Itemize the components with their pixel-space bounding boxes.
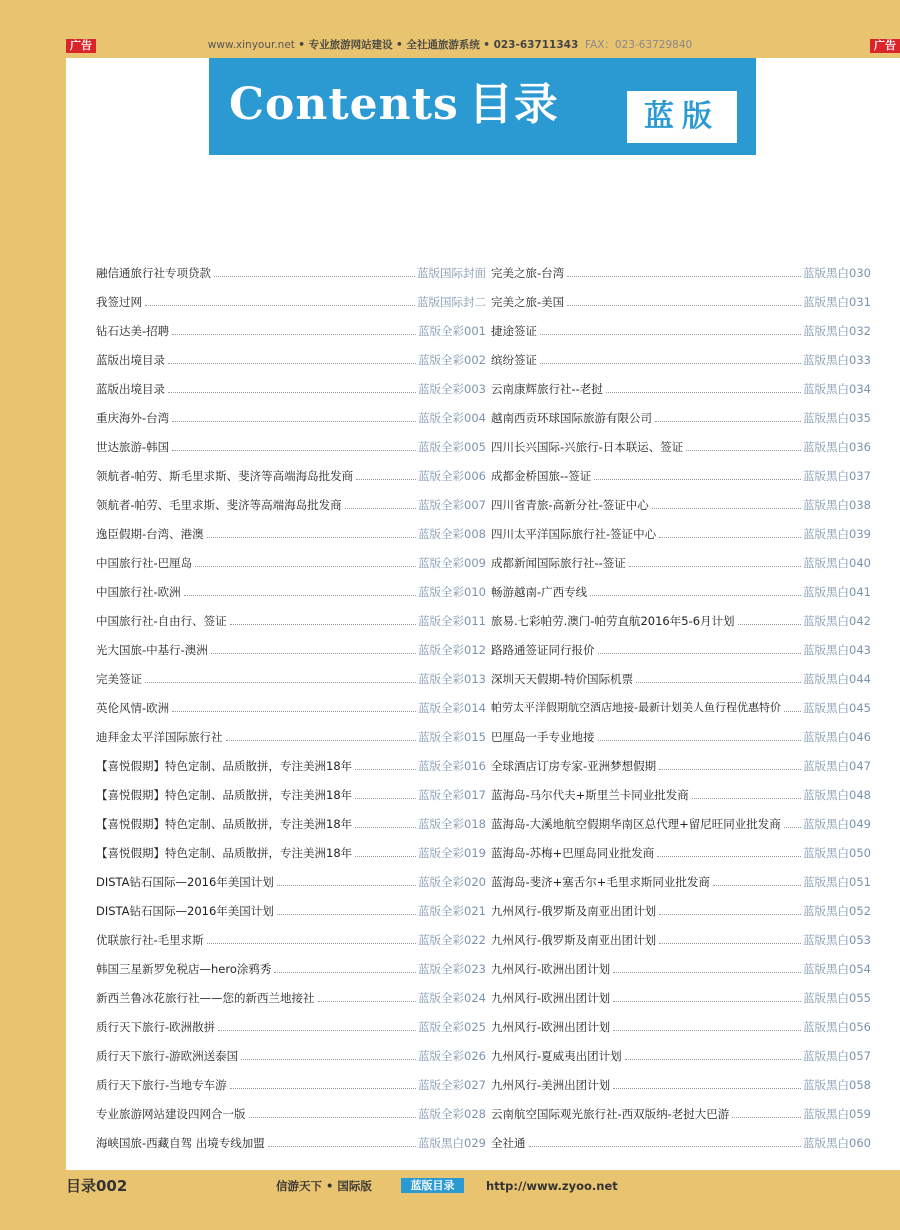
toc-dot-leader bbox=[732, 1117, 801, 1118]
toc-entry-title: 中国旅行社-欧洲 bbox=[96, 585, 181, 599]
toc-entry[interactable] bbox=[96, 613, 486, 629]
toc-entry-title: 蓝海岛-斐济+塞舌尔+毛里求斯同业批发商 bbox=[491, 875, 710, 889]
toc-dot-leader bbox=[784, 827, 801, 828]
toc-entry-title: 领航者-帕劳、毛里求斯、斐济等高端海岛批发商 bbox=[96, 498, 342, 512]
toc-entry-page: 蓝版全彩015 bbox=[418, 730, 486, 744]
toc-entry-title: 成都金桥国旅--签证 bbox=[491, 469, 592, 483]
toc-entry-title: 新西兰鲁冰花旅行社——您的新西兰地接社 bbox=[96, 991, 315, 1005]
toc-dot-leader bbox=[318, 1001, 417, 1002]
toc-dot-leader bbox=[655, 421, 801, 422]
toc-entry-page: 蓝版黑白031 bbox=[803, 295, 871, 309]
toc-dot-leader bbox=[355, 769, 416, 770]
toc-entry-title: 质行天下旅行-欧洲散拼 bbox=[96, 1020, 216, 1034]
toc-entry-title: 融信通旅行社专项贷款 bbox=[96, 266, 211, 280]
toc-entry[interactable] bbox=[491, 323, 871, 339]
toc-entry[interactable] bbox=[491, 671, 871, 687]
toc-entry-title: 质行天下旅行-游欧洲送泰国 bbox=[96, 1049, 239, 1063]
toc-dot-leader bbox=[249, 1117, 417, 1118]
toc-entry[interactable] bbox=[491, 613, 871, 629]
toc-entry-page: 蓝版国际封面 bbox=[417, 266, 486, 280]
toc-dot-leader bbox=[657, 856, 801, 857]
toc-entry-page: 蓝版全彩022 bbox=[418, 933, 486, 947]
toc-dot-leader bbox=[692, 798, 801, 799]
toc-dot-leader bbox=[226, 740, 417, 741]
toc-entry[interactable] bbox=[491, 758, 871, 774]
toc-entry[interactable] bbox=[491, 468, 871, 484]
toc-dot-leader bbox=[172, 334, 416, 335]
header-fax: FAX：023-63729840 bbox=[584, 39, 693, 51]
toc-entry-page: 蓝版全彩011 bbox=[418, 614, 486, 628]
toc-entry-page: 蓝版黑白044 bbox=[803, 672, 871, 686]
banner-title-cn: 目录 bbox=[468, 79, 559, 130]
header-site[interactable]: www.xinyour.net bbox=[207, 39, 295, 51]
toc-entry-title: DISTA钻石国际—2016年美国计划 bbox=[96, 875, 274, 889]
toc-entry[interactable] bbox=[491, 1135, 871, 1151]
toc-entry-title: DISTA钻石国际—2016年美国计划 bbox=[96, 904, 274, 918]
toc-entry[interactable] bbox=[96, 1135, 486, 1151]
toc-dot-leader bbox=[172, 450, 416, 451]
toc-entry-title: 【喜悦假期】特色定制、品质散拼，专注美洲18年 bbox=[96, 846, 353, 860]
toc-entry[interactable] bbox=[491, 439, 871, 455]
toc-entry[interactable] bbox=[491, 816, 871, 832]
toc-dot-leader bbox=[529, 1146, 802, 1147]
toc-dot-leader bbox=[214, 276, 415, 277]
toc-entry[interactable] bbox=[491, 526, 871, 542]
toc-entry-page: 蓝版全彩028 bbox=[418, 1107, 486, 1121]
toc-entry-title: 四川太平洋国际旅行社-签证中心 bbox=[491, 527, 657, 541]
toc-entry-page: 蓝版全彩001 bbox=[418, 324, 486, 338]
toc-entry-page: 蓝版黑白039 bbox=[803, 527, 871, 541]
toc-dot-leader bbox=[207, 537, 416, 538]
toc-dot-leader bbox=[784, 711, 801, 712]
toc-entry-title: 蓝海岛-马尔代夫+斯里兰卡同业批发商 bbox=[491, 788, 689, 802]
toc-dot-leader bbox=[594, 479, 801, 480]
toc-entry[interactable] bbox=[96, 1019, 486, 1035]
toc-entry-page: 蓝版全彩025 bbox=[418, 1020, 486, 1034]
toc-entry-page: 蓝版黑白036 bbox=[803, 440, 871, 454]
toc-dot-leader bbox=[590, 595, 801, 596]
toc-entry-title: 领航者-帕劳、斯毛里求斯、斐济等高端海岛批发商 bbox=[96, 469, 354, 483]
toc-entry-page: 蓝版全彩002 bbox=[418, 353, 486, 367]
header-slogan-2: 全社通旅游系统 bbox=[406, 39, 480, 51]
toc-entry-title: 九州风行-美洲出团计划 bbox=[491, 1078, 611, 1092]
footer-page-number: 目录002 bbox=[66, 1177, 128, 1195]
toc-entry-page: 蓝版全彩013 bbox=[418, 672, 486, 686]
banner-edition-box: 蓝版 bbox=[627, 91, 737, 143]
toc-entry[interactable] bbox=[96, 874, 486, 890]
toc-entry-title: 蓝海岛-大溪地航空假期华南区总代理+留尼旺同业批发商 bbox=[491, 817, 781, 831]
toc-entry[interactable] bbox=[491, 990, 871, 1006]
toc-entry-title: 世达旅游-韩国 bbox=[96, 440, 170, 454]
toc-dot-leader bbox=[172, 711, 416, 712]
toc-entry-title: 中国旅行社-自由行、签证 bbox=[96, 614, 227, 628]
toc-entry-title: 九州风行-欧洲出团计划 bbox=[491, 962, 611, 976]
toc-entry[interactable] bbox=[491, 497, 871, 513]
toc-dot-leader bbox=[613, 1088, 801, 1089]
toc-entry[interactable] bbox=[96, 642, 486, 658]
toc-dot-leader bbox=[713, 885, 801, 886]
toc-entry-page: 蓝版黑白037 bbox=[803, 469, 871, 483]
toc-entry-page: 蓝版黑白043 bbox=[803, 643, 871, 657]
toc-dot-leader bbox=[738, 624, 802, 625]
toc-entry[interactable] bbox=[96, 294, 486, 310]
toc-entry-page: 蓝版黑白032 bbox=[803, 324, 871, 338]
toc-entry-title: 中国旅行社-巴厘岛 bbox=[96, 556, 193, 570]
toc-entry-page: 蓝版黑白051 bbox=[803, 875, 871, 889]
toc-entry-title: 四川长兴国际-兴旅行-日本联运、签证 bbox=[491, 440, 684, 454]
toc-dot-leader bbox=[277, 885, 416, 886]
toc-entry-page: 蓝版全彩009 bbox=[418, 556, 486, 570]
toc-entry[interactable] bbox=[96, 932, 486, 948]
toc-entry-title: 【喜悦假期】特色定制、品质散拼，专注美洲18年 bbox=[96, 759, 353, 773]
toc-entry-title: 英伦风情-欧洲 bbox=[96, 701, 170, 715]
toc-entry[interactable] bbox=[491, 787, 871, 803]
toc-entry-page: 蓝版全彩008 bbox=[418, 527, 486, 541]
toc-entry[interactable] bbox=[491, 729, 871, 745]
toc-entry-page: 蓝版全彩016 bbox=[418, 759, 486, 773]
toc-entry-title: 九州风行-俄罗斯及南亚出团计划 bbox=[491, 904, 657, 918]
toc-entry-page: 蓝版黑白029 bbox=[418, 1136, 486, 1150]
toc-entry-page: 蓝版全彩005 bbox=[418, 440, 486, 454]
toc-entry-page: 蓝版黑白052 bbox=[803, 904, 871, 918]
toc-entry-title: 深圳天天假期-特价国际机票 bbox=[491, 672, 634, 686]
toc-entry-title: 巴厘岛一手专业地接 bbox=[491, 730, 595, 744]
toc-dot-leader bbox=[218, 1030, 416, 1031]
toc-entry[interactable] bbox=[96, 845, 486, 861]
toc-entry-title: 海峡国旅-西藏自驾 出境专线加盟 bbox=[96, 1136, 265, 1150]
toc-entry-page: 蓝版黑白055 bbox=[803, 991, 871, 1005]
toc-dot-leader bbox=[659, 914, 801, 915]
toc-dot-leader bbox=[567, 276, 801, 277]
toc-dot-leader bbox=[540, 363, 801, 364]
toc-entry[interactable] bbox=[491, 352, 871, 368]
toc-entry[interactable] bbox=[96, 1048, 486, 1064]
toc-entry[interactable] bbox=[96, 497, 486, 513]
toc-entry-title: 九州风行-俄罗斯及南亚出团计划 bbox=[491, 933, 657, 947]
toc-dot-leader bbox=[613, 1001, 801, 1002]
toc-entry-title: 蓝版出境目录 bbox=[96, 382, 165, 396]
toc-entry[interactable] bbox=[96, 323, 486, 339]
banner-title-en: Contents bbox=[229, 79, 459, 130]
toc-entry-page: 蓝版黑白033 bbox=[803, 353, 871, 367]
toc-entry[interactable] bbox=[96, 1077, 486, 1093]
toc-entry-title: 【喜悦假期】特色定制、品质散拼，专注美洲18年 bbox=[96, 788, 353, 802]
contents-banner bbox=[209, 58, 756, 155]
toc-entry-title: 越南西贡环球国际旅游有限公司 bbox=[491, 411, 652, 425]
toc-entry[interactable] bbox=[96, 265, 486, 281]
toc-dot-leader bbox=[355, 798, 416, 799]
toc-entry-page: 蓝版黑白038 bbox=[803, 498, 871, 512]
toc-entry[interactable] bbox=[96, 410, 486, 426]
toc-entry-title: 完美之旅-台湾 bbox=[491, 266, 565, 280]
toc-entry[interactable] bbox=[96, 961, 486, 977]
toc-entry-page: 蓝版黑白049 bbox=[803, 817, 871, 831]
toc-dot-leader bbox=[625, 1059, 801, 1060]
toc-dot-leader bbox=[606, 392, 801, 393]
toc-entry-page: 蓝版黑白045 bbox=[803, 701, 871, 715]
toc-entry-title: 蓝版出境目录 bbox=[96, 353, 165, 367]
toc-entry-page: 蓝版全彩019 bbox=[418, 846, 486, 860]
toc-entry[interactable] bbox=[96, 468, 486, 484]
toc-entry[interactable] bbox=[491, 1048, 871, 1064]
toc-entry-title: 全球酒店订房专家-亚洲梦想假期 bbox=[491, 759, 657, 773]
toc-entry[interactable] bbox=[491, 1077, 871, 1093]
toc-entry-page: 蓝版黑白056 bbox=[803, 1020, 871, 1034]
toc-entry-page: 蓝版黑白054 bbox=[803, 962, 871, 976]
toc-entry-page: 蓝版全彩023 bbox=[418, 962, 486, 976]
toc-entry-title: 旅易.七彩帕劳.澳门-帕劳直航2016年5-6月计划 bbox=[491, 614, 735, 628]
toc-entry-title: 迪拜金太平洋国际旅行社 bbox=[96, 730, 223, 744]
toc-dot-leader bbox=[207, 943, 416, 944]
toc-entry[interactable] bbox=[96, 352, 486, 368]
header-slogan-1: 专业旅游网站建设 bbox=[308, 39, 393, 51]
toc-entry-page: 蓝版全彩017 bbox=[418, 788, 486, 802]
toc-entry[interactable] bbox=[96, 381, 486, 397]
toc-dot-leader bbox=[230, 624, 416, 625]
toc-dot-leader bbox=[168, 363, 416, 364]
toc-entry[interactable] bbox=[96, 555, 486, 571]
toc-dot-leader bbox=[652, 508, 801, 509]
toc-entry-page: 蓝版黑白053 bbox=[803, 933, 871, 947]
toc-entry-title: 路路通签证同行报价 bbox=[491, 643, 595, 657]
toc-entry-title: 蓝海岛-苏梅+巴厘岛同业批发商 bbox=[491, 846, 655, 860]
toc-dot-leader bbox=[345, 508, 416, 509]
toc-entry-page: 蓝版黑白030 bbox=[803, 266, 871, 280]
toc-entry-page: 蓝版黑白034 bbox=[803, 382, 871, 396]
toc-entry-page: 蓝版全彩020 bbox=[418, 875, 486, 889]
toc-entry-page: 蓝版黑白041 bbox=[803, 585, 871, 599]
toc-entry[interactable] bbox=[491, 1019, 871, 1035]
toc-dot-leader bbox=[168, 392, 416, 393]
toc-entry-page: 蓝版黑白042 bbox=[803, 614, 871, 628]
toc-entry-page: 蓝版全彩010 bbox=[418, 585, 486, 599]
toc-entry[interactable] bbox=[491, 584, 871, 600]
toc-entry[interactable] bbox=[96, 816, 486, 832]
toc-entry-title: 帕劳太平洋假期航空酒店地接-最新计划美人鱼行程优惠特价 bbox=[491, 701, 781, 714]
toc-entry-title: 云南康辉旅行社--老挝 bbox=[491, 382, 603, 396]
toc-entry[interactable] bbox=[491, 294, 871, 310]
toc-dot-leader bbox=[567, 305, 801, 306]
toc-entry-page: 蓝版全彩026 bbox=[418, 1049, 486, 1063]
footer-publication: 信游天下 • 国际版 bbox=[276, 1179, 372, 1193]
toc-entry-title: 成都新闻国际旅行社--签证 bbox=[491, 556, 626, 570]
toc-dot-leader bbox=[268, 1146, 416, 1147]
toc-entry-page: 蓝版全彩021 bbox=[418, 904, 486, 918]
toc-entry[interactable] bbox=[491, 932, 871, 948]
toc-entry-page: 蓝版黑白048 bbox=[803, 788, 871, 802]
toc-dot-leader bbox=[211, 653, 416, 654]
toc-entry-page: 蓝版全彩024 bbox=[418, 991, 486, 1005]
toc-entry[interactable] bbox=[491, 265, 871, 281]
toc-entry[interactable] bbox=[96, 787, 486, 803]
toc-entry-page: 蓝版黑白046 bbox=[803, 730, 871, 744]
toc-dot-leader bbox=[356, 479, 416, 480]
toc-dot-leader bbox=[598, 653, 802, 654]
toc-entry-page: 蓝版全彩012 bbox=[418, 643, 486, 657]
toc-entry-title: 九州风行-欧洲出团计划 bbox=[491, 1020, 611, 1034]
ad-label-left: 广告 bbox=[66, 39, 96, 53]
toc-entry[interactable] bbox=[491, 903, 871, 919]
toc-dot-leader bbox=[145, 305, 415, 306]
toc-entry[interactable] bbox=[491, 555, 871, 571]
toc-entry[interactable] bbox=[491, 410, 871, 426]
toc-entry-title: 我签过网 bbox=[96, 295, 142, 309]
toc-entry-page: 蓝版全彩027 bbox=[418, 1078, 486, 1092]
footer-url[interactable]: http://www.zyoo.net bbox=[486, 1179, 618, 1193]
ad-label-right: 广告 bbox=[870, 39, 900, 53]
toc-dot-leader bbox=[613, 1030, 801, 1031]
toc-dot-leader bbox=[145, 682, 416, 683]
header-phone: 023-63711343 bbox=[493, 39, 579, 51]
toc-entry-page: 蓝版全彩004 bbox=[418, 411, 486, 425]
toc-entry-page: 蓝版国际封二 bbox=[417, 295, 486, 309]
toc-entry-title: 光大国旅-中基行-澳洲 bbox=[96, 643, 208, 657]
toc-entry[interactable] bbox=[96, 700, 486, 716]
toc-dot-leader bbox=[629, 566, 801, 567]
toc-entry-title: 缤纷签证 bbox=[491, 353, 537, 367]
toc-entry[interactable] bbox=[96, 903, 486, 919]
toc-entry-page: 蓝版全彩014 bbox=[418, 701, 486, 715]
toc-dot-leader bbox=[230, 1088, 416, 1089]
toc-dot-leader bbox=[659, 769, 801, 770]
toc-entry[interactable] bbox=[96, 1106, 486, 1122]
toc-entry-page: 蓝版全彩003 bbox=[418, 382, 486, 396]
banner-title bbox=[229, 80, 559, 130]
toc-entry-page: 蓝版黑白058 bbox=[803, 1078, 871, 1092]
toc-entry[interactable] bbox=[491, 874, 871, 890]
toc-entry[interactable] bbox=[491, 845, 871, 861]
toc-entry[interactable] bbox=[96, 439, 486, 455]
toc-entry-title: 九州风行-夏威夷出团计划 bbox=[491, 1049, 622, 1063]
toc-dot-leader bbox=[172, 421, 416, 422]
toc-entry-title: 畅游越南-广西专线 bbox=[491, 585, 588, 599]
toc-dot-leader bbox=[540, 334, 801, 335]
toc-dot-leader bbox=[613, 972, 801, 973]
toc-entry-title: 全社通 bbox=[491, 1136, 526, 1150]
toc-dot-leader bbox=[598, 740, 802, 741]
toc-entry-title: 【喜悦假期】特色定制、品质散拼，专注美洲18年 bbox=[96, 817, 353, 831]
toc-entry[interactable] bbox=[96, 758, 486, 774]
toc-entry-page: 蓝版黑白060 bbox=[803, 1136, 871, 1150]
toc-entry[interactable] bbox=[491, 642, 871, 658]
toc-entry-title: 专业旅游网站建设四网合一版 bbox=[96, 1107, 246, 1121]
toc-dot-leader bbox=[659, 537, 801, 538]
toc-dot-leader bbox=[274, 972, 416, 973]
toc-entry[interactable] bbox=[96, 584, 486, 600]
toc-entry[interactable] bbox=[96, 990, 486, 1006]
footer-section-tag: 蓝版目录 bbox=[401, 1178, 464, 1193]
toc-entry[interactable] bbox=[491, 381, 871, 397]
toc-entry-title: 四川省青旅-高新分社-签证中心 bbox=[491, 498, 649, 512]
toc-entry-page: 蓝版全彩006 bbox=[418, 469, 486, 483]
toc-entry-title: 钻石达美-招聘 bbox=[96, 324, 170, 338]
toc-entry-title: 九州风行-欧洲出团计划 bbox=[491, 991, 611, 1005]
toc-dot-leader bbox=[636, 682, 801, 683]
toc-entry-page: 蓝版黑白040 bbox=[803, 556, 871, 570]
toc-entry-title: 完美之旅-美国 bbox=[491, 295, 565, 309]
toc-entry[interactable] bbox=[96, 671, 486, 687]
toc-entry-page: 蓝版黑白035 bbox=[803, 411, 871, 425]
toc-entry-title: 重庆海外-台湾 bbox=[96, 411, 170, 425]
toc-entry[interactable] bbox=[491, 961, 871, 977]
toc-dot-leader bbox=[686, 450, 801, 451]
toc-dot-leader bbox=[355, 856, 416, 857]
toc-dot-leader bbox=[277, 914, 416, 915]
toc-entry-title: 优联旅行社-毛里求斯 bbox=[96, 933, 204, 947]
toc-entry-page: 蓝版黑白059 bbox=[803, 1107, 871, 1121]
toc-entry-title: 捷途签证 bbox=[491, 324, 537, 338]
toc-entry-page: 蓝版全彩007 bbox=[418, 498, 486, 512]
toc-entry-title: 完美签证 bbox=[96, 672, 142, 686]
toc-entry[interactable] bbox=[96, 526, 486, 542]
toc-dot-leader bbox=[184, 595, 416, 596]
header-info-line: www.xinyour.net • 专业旅游网站建设 • 全社通旅游系统 • 023-63711343 FAX：023-63729840 bbox=[207, 39, 693, 51]
toc-entry[interactable] bbox=[491, 1106, 871, 1122]
toc-entry-title: 韩国三星新罗免税店—hero涂鸦秀 bbox=[96, 962, 272, 976]
toc-entry-page: 蓝版黑白047 bbox=[803, 759, 871, 773]
toc-entry[interactable] bbox=[96, 729, 486, 745]
toc-dot-leader bbox=[195, 566, 416, 567]
toc-entry[interactable] bbox=[491, 700, 871, 716]
toc-entry-title: 逸臣假期-台湾、港澳 bbox=[96, 527, 204, 541]
toc-entry-page: 蓝版黑白057 bbox=[803, 1049, 871, 1063]
toc-entry-page: 蓝版全彩018 bbox=[418, 817, 486, 831]
toc-entry-title: 质行天下旅行-当地专车游 bbox=[96, 1078, 227, 1092]
toc-entry-title: 云南航空国际观光旅行社-西双版纳-老挝大巴游 bbox=[491, 1107, 730, 1121]
toc-dot-leader bbox=[241, 1059, 416, 1060]
toc-entry-page: 蓝版黑白050 bbox=[803, 846, 871, 860]
toc-dot-leader bbox=[659, 943, 801, 944]
toc-dot-leader bbox=[355, 827, 416, 828]
